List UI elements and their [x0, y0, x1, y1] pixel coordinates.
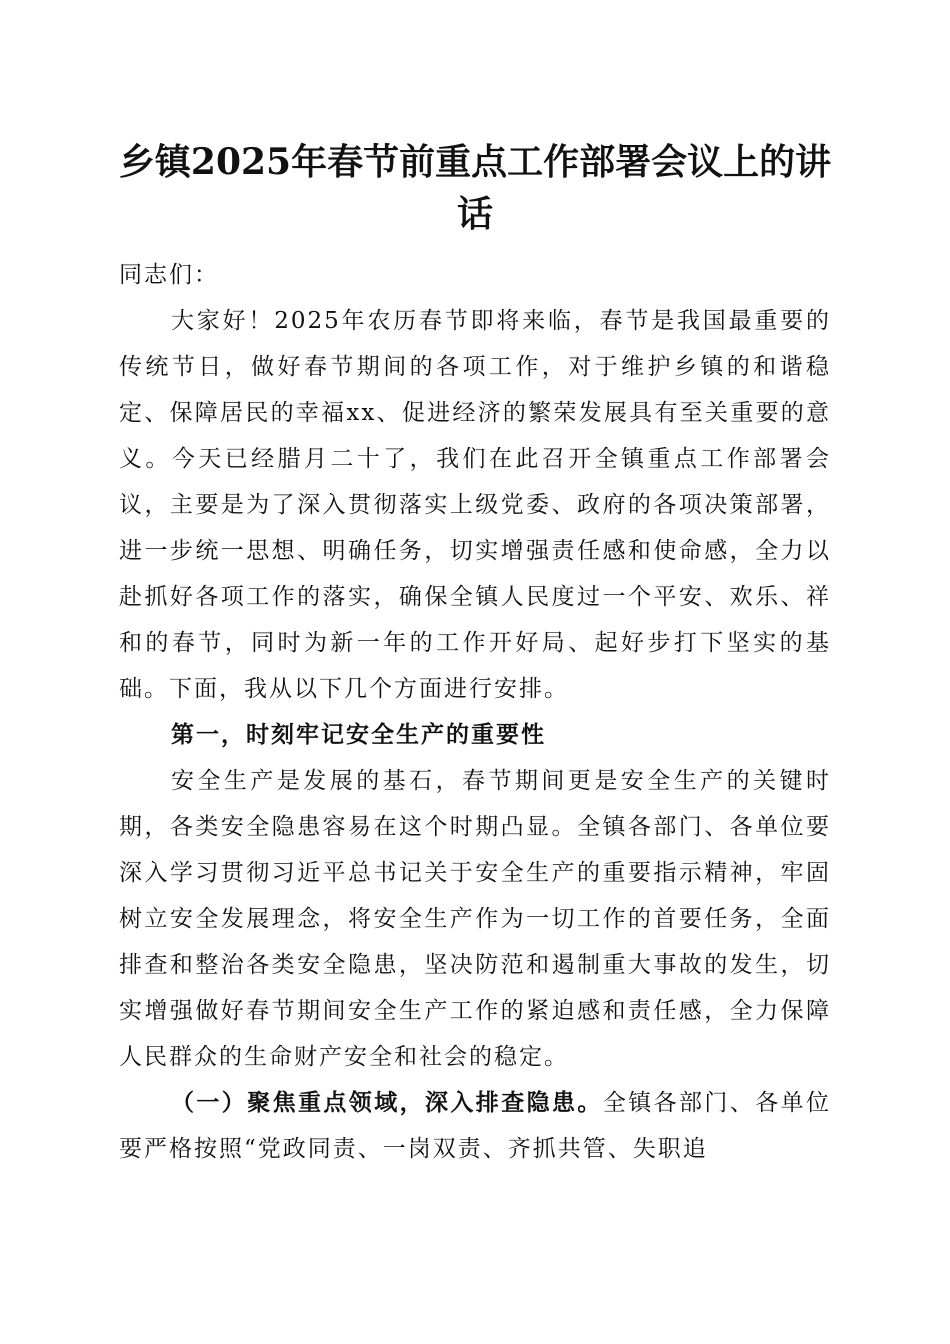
subsection-text: 全镇各部门、各单位要严格按照“党政同责、一岗双责、齐抓共管、失职追 — [119, 1090, 832, 1162]
document-body — [119, 252, 831, 1172]
salutation: 同志们： — [119, 262, 219, 288]
subsection-lead: （一）聚焦重点领域，深入排查隐患。 — [171, 1089, 603, 1116]
paragraph-intro: 大家好！2025年农历春节即将来临，春节是我国最重要的传统节日，做好春节期间的各项工作，对于维护乡镇的和谐稳定、保障居民的幸福xx、促进经济的繁荣发展具有至关重要的意义。今天已经腊月二十了，我们在此召开全镇重点工作部署会议，主要是为了深入贯彻落实上级党委、政府的各项决策部署，进一步统一思想、明确任务，切实增强责任感和使命感，全力以赴抓好各项工作的落实，确保全镇人民度过一个平安、欢乐、祥和的春节，同时为新一年的工作开好局、起好步打下坚实的基础。下面，我从以下几个方面进行安排。 — [119, 308, 831, 702]
section-heading-1: 第一，时刻牢记安全生产的重要性 — [171, 721, 546, 748]
paragraph-safety: 安全生产是发展的基石，春节期间更是安全生产的关键时期，各类安全隐患容易在这个时期凸显。全镇各部门、各单位要深入学习贯彻习近平总书记关于安全生产的重要指示精神，牢固树立安全发展理念，将安全生产作为一切工作的首要任务，全面排查和整治各类安全隐患，坚决防范和遏制重大事故的发生，切实增强做好春节期间安全生产工作的紧迫感和责任感，全力保障人民群众的生命财产安全和社会的稳定。 — [119, 768, 831, 1070]
document-title: 乡镇2025年春节前重点工作部署会议上的讲话 — [118, 141, 832, 235]
paragraph-subsection-1 — [119, 1080, 831, 1172]
